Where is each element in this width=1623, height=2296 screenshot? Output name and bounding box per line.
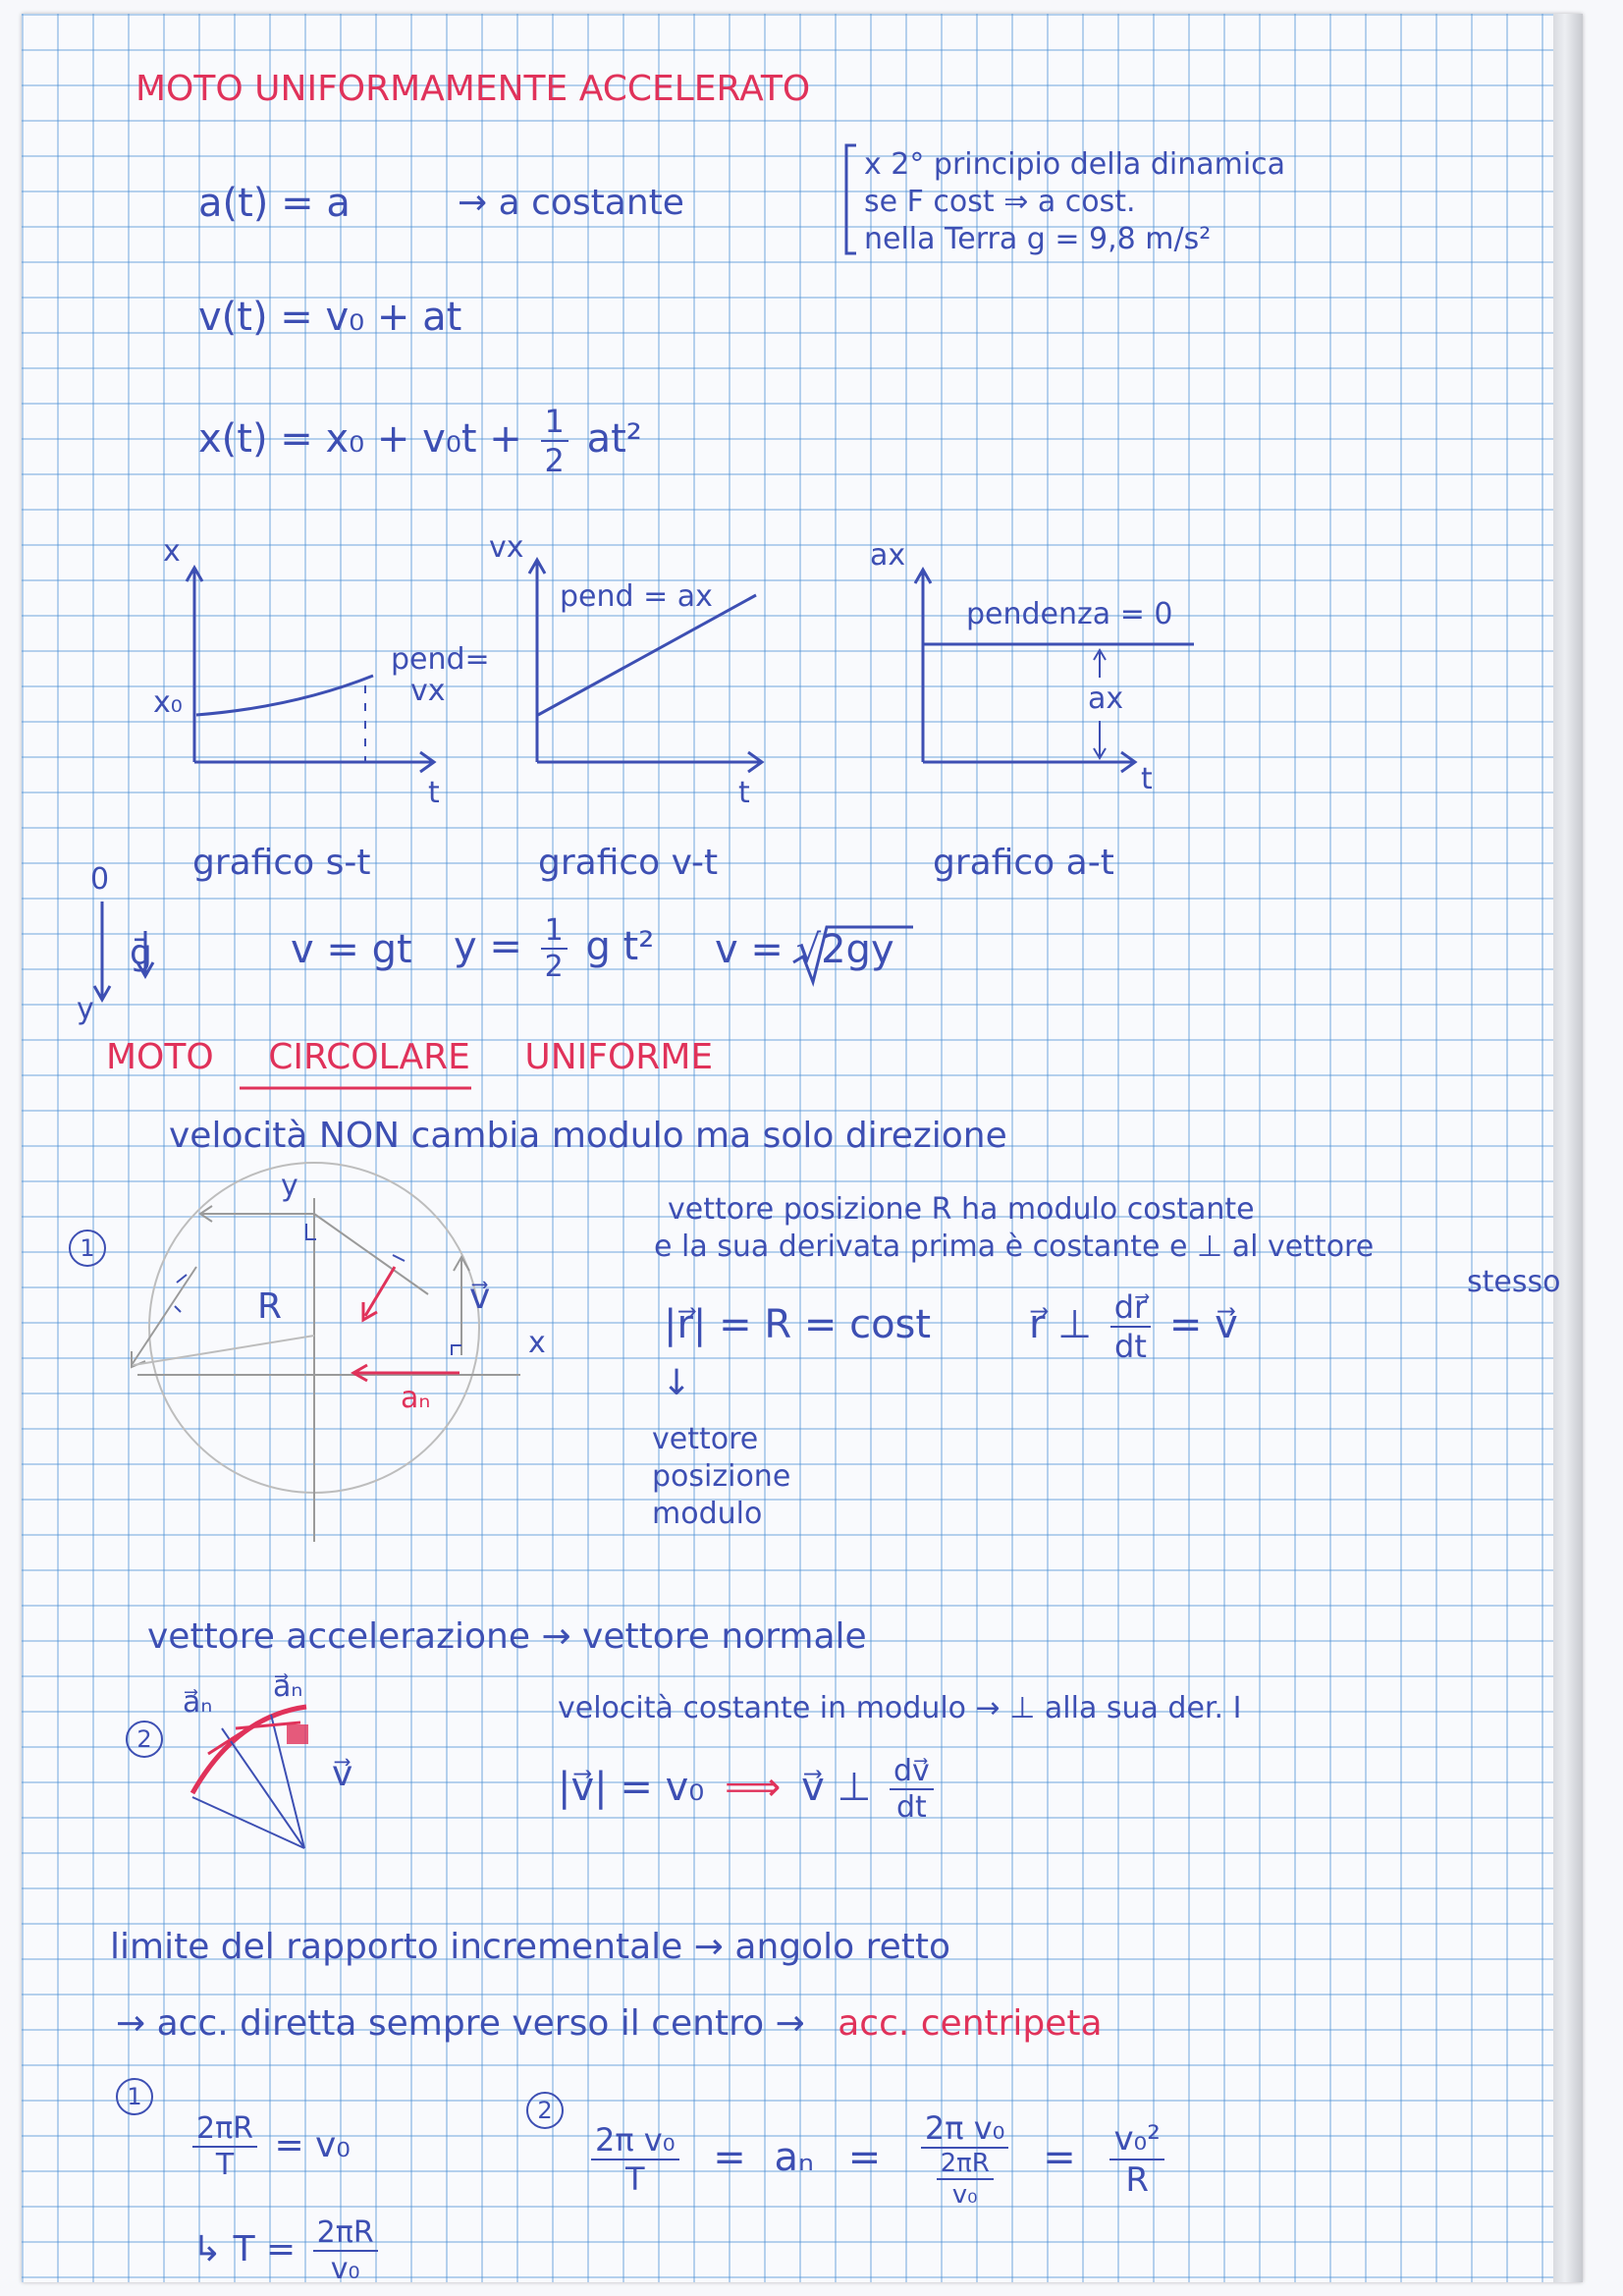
diagram-x-label: x [528,1326,546,1360]
velocity-constant-desc: velocità costante in modulo → ⊥ alla sua der. I [558,1691,1242,1725]
cf3-num: v₀² [1109,2119,1163,2160]
vel-eq-left: |v⃗| = v₀ [558,1765,705,1810]
centripetal-red: acc. centripeta [838,2003,1103,2044]
equation-acceleration: a(t) = a [198,181,351,226]
bracket [846,145,856,253]
centripetal-line [116,2003,1103,2044]
graph2-slope-label: pend = ax [560,579,713,614]
equation-position-right: at² [586,416,642,462]
equation-position [198,403,642,479]
title2-word-1: MOTO [106,1037,214,1077]
marker-2: 2 [126,1721,163,1758]
graph3-slope-label: pendenza = 0 [966,597,1173,631]
note-line-1: vettore [652,1422,759,1456]
diagram-an-label: aₙ [401,1381,431,1415]
graph2-caption: grafico v-t [538,843,719,883]
diagram-velocity-label: v⃗ [469,1277,491,1317]
centripetal-formula [585,2109,1170,2210]
cf-eq-1: = [713,2135,746,2180]
perp-eq-den: dt [1114,1328,1147,1365]
cf1-den: T [625,2160,645,2198]
perp-eq-right: = v⃗ [1168,1302,1238,1347]
sketch-velocity: v⃗ [332,1754,353,1794]
equation-position-left: x(t) = x₀ + v₀t + [198,416,522,462]
period-right: = v₀ [274,2125,351,2165]
period-derived-fraction [313,2215,378,2286]
note-arrow: ↓ [662,1363,692,1403]
fraction-numerator: 1 [541,403,568,442]
vel-eq-mid: v⃗ ⊥ [801,1765,872,1810]
marker-final-1: 1 [116,2078,153,2115]
graph1-x0-label: x₀ [153,685,183,720]
cf2-den-fraction [937,2149,994,2210]
centripetal-text: → acc. diretta sempre verso il centro → [116,2003,805,2044]
period-derived-num: 2πR [313,2215,378,2252]
velocity-constant-eq [558,1754,940,1825]
curve-s-t [196,676,373,715]
fall-position [454,913,654,984]
position-desc-2: e la sua derivata prima è costante e ⊥ al vettore [654,1230,1375,1264]
cf3-den: R [1125,2160,1149,2200]
period-formula [187,2111,351,2182]
graph3-ax-label: ax [1088,682,1124,716]
fall-y-axis: y [77,992,94,1026]
fall-velocity-sqrt: v = √2gy [715,927,894,972]
cf2-den [927,2149,1003,2210]
note-line-2: posizione [652,1459,791,1494]
box-line-3: nella Terra g = 9,8 m/s² [864,222,1212,256]
circle-diagram [132,1163,520,1542]
perp-eq-num: dr⃗ [1110,1288,1151,1328]
graph1-y-label: x [163,534,181,569]
acceleration-line: vettore accelerazione → vettore normale [147,1616,867,1657]
graph1-x-label: t [428,776,440,810]
marker-1: 1 [69,1230,106,1267]
fall-fraction-den: 2 [544,950,564,984]
vel-eq-arrow: ⟹ [725,1765,782,1810]
fall-fraction [541,913,568,984]
cf1-num: 2π v₀ [591,2121,679,2160]
graph2-x-label: t [738,776,750,810]
period-num: 2πR [192,2111,257,2148]
period-derived-left: ↳ T = [192,2229,297,2269]
vel-eq-fraction [890,1754,934,1825]
marker-final-2: 2 [526,2092,564,2129]
diagram-y-label: y [281,1169,298,1203]
sketch-an-left: a⃗ₙ [183,1685,213,1720]
box-line-2: se F cost ⇒ a cost. [864,185,1136,219]
graph3-y-label: ax [870,538,906,573]
limit-line: limite del rapporto incrementale → angolo retto [110,1927,951,1967]
sketch-an-right: a⃗ₙ [273,1669,303,1704]
graph2-y-label: vx [489,530,524,565]
fall-origin: 0 [90,862,110,897]
perp-eq-fraction [1110,1288,1151,1365]
box-line-1: x 2° principio della dinamica [864,147,1286,182]
fall-velocity: v = gt [291,927,412,972]
equation-acceleration-note: → a costante [458,183,684,223]
cf-eq-2: = [847,2135,882,2180]
cf2-den-den: v₀ [951,2180,978,2210]
fraction-half [541,403,568,479]
period-derived [192,2215,384,2286]
fall-fraction-num: 1 [541,913,568,950]
graph1-slope-value: vx [410,674,446,708]
period-fraction [192,2111,257,2182]
cf-fraction-3 [1109,2119,1163,2200]
graph1-caption: grafico s-t [192,843,371,883]
fraction-denominator: 2 [544,442,565,479]
position-perp-eq [1029,1288,1238,1365]
normal-acc-sketch [192,1707,308,1848]
position-modulus-eq: |r⃗| = R = cost [664,1302,932,1347]
circular-intro: velocità NON cambia modulo ma solo direzione [169,1116,1007,1156]
cf-an: aₙ [774,2135,814,2180]
vel-eq-num: dv⃗ [890,1754,934,1790]
position-desc-1: vettore posizione R ha modulo costante [668,1192,1255,1227]
perp-eq-left: r⃗ ⊥ [1029,1302,1093,1347]
cf-eq-3: = [1043,2135,1076,2180]
cf-fraction-2 [921,2109,1009,2210]
graph1-slope-label: pend= [391,642,490,677]
period-derived-den: v₀ [330,2252,360,2286]
title-circular-motion [106,1037,713,1077]
fall-g-vector: ḡ [130,933,152,973]
title-uniform-acceleration: MOTO UNIFORMAMENTE ACCELERATO [135,69,811,109]
vel-eq-den: dt [896,1790,927,1825]
cf2-num: 2π v₀ [921,2109,1009,2149]
diagram-radius-label: R [257,1286,283,1327]
graph3-x-label: t [1141,762,1153,796]
cf2-den-num: 2πR [937,2149,994,2180]
period-den: T [215,2148,235,2182]
position-desc-3: stesso [1467,1265,1561,1299]
cf-fraction-1 [591,2121,679,2198]
equation-velocity: v(t) = v₀ + at [198,295,462,340]
title2-word-3: UNIFORME [524,1037,714,1077]
fall-position-left: y = [454,924,522,969]
note-line-3: modulo [652,1497,763,1531]
title2-word-2: CIRCOLARE [268,1037,470,1077]
graph3-caption: grafico a-t [933,843,1114,883]
fall-position-right: g t² [585,924,655,969]
